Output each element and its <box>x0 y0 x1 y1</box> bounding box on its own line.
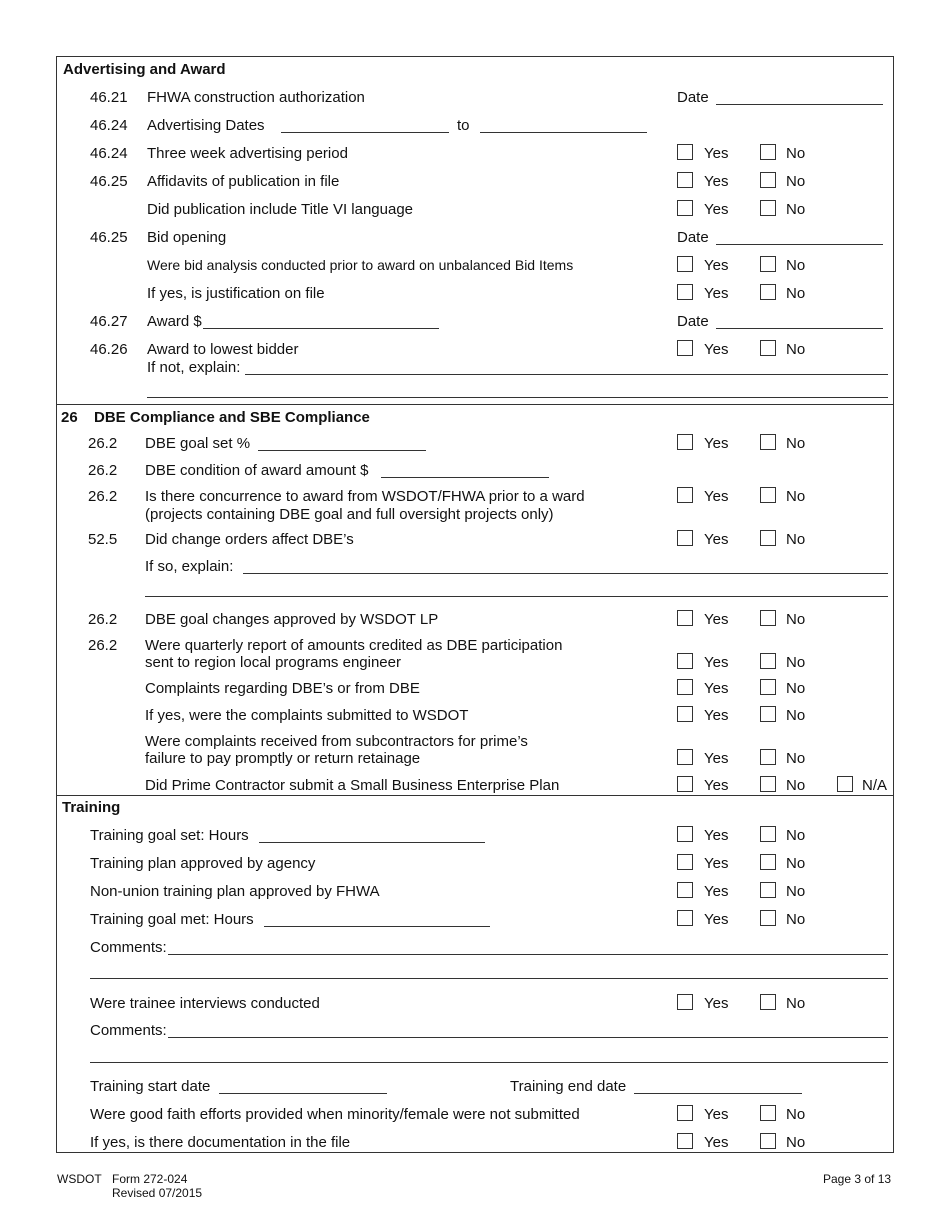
yes-label: Yes <box>704 1134 729 1151</box>
comments-field-line-2[interactable] <box>90 978 888 979</box>
yes-label: Yes <box>704 680 729 697</box>
no-label: No <box>786 883 806 900</box>
yes-label: Yes <box>704 435 729 452</box>
item-label: Advertising Dates <box>147 117 265 134</box>
item-label: FHWA construction authorization <box>147 89 365 106</box>
date-label: Date <box>677 89 709 106</box>
no-checkbox[interactable] <box>760 200 776 216</box>
no-label: No <box>786 285 806 302</box>
yes-label: Yes <box>704 201 729 218</box>
yes-checkbox[interactable] <box>677 910 693 926</box>
item-label: Did Prime Contractor submit a Small Business Enterprise Plan <box>145 777 560 794</box>
yes-checkbox[interactable] <box>677 679 693 695</box>
yes-checkbox[interactable] <box>677 653 693 669</box>
no-checkbox[interactable] <box>760 706 776 722</box>
no-checkbox[interactable] <box>760 1105 776 1121</box>
na-label: N/A <box>862 777 888 794</box>
dbe-award-amount-field[interactable] <box>381 477 549 478</box>
item-label: DBE goal changes approved by WSDOT LP <box>145 611 439 628</box>
no-label: No <box>786 1134 806 1151</box>
yes-checkbox[interactable] <box>677 882 693 898</box>
no-label: No <box>786 531 806 548</box>
item-number: 52.5 <box>88 531 118 548</box>
authorization-date-field[interactable] <box>716 104 883 105</box>
item-label: If yes, is there documentation in the file <box>90 1134 351 1151</box>
explain-label: If so, explain: <box>145 558 234 575</box>
comments-field-line[interactable] <box>168 954 888 955</box>
no-checkbox[interactable] <box>760 910 776 926</box>
item-label: Complaints regarding DBE’s or from DBE <box>145 680 420 697</box>
yes-checkbox[interactable] <box>677 994 693 1010</box>
yes-checkbox[interactable] <box>677 340 693 356</box>
item-label: If yes, were the complaints submitted to WSDOT <box>145 707 469 724</box>
yes-checkbox[interactable] <box>677 610 693 626</box>
item-number: 46.21 <box>90 89 128 106</box>
item-label: Affidavits of publication in file <box>147 173 340 190</box>
date-label: Date <box>677 229 709 246</box>
advertising-end-field[interactable] <box>480 132 647 133</box>
item-label: Did publication include Title VI language <box>147 201 414 218</box>
no-checkbox[interactable] <box>760 610 776 626</box>
section-heading-advertising: Advertising and Award <box>63 61 226 78</box>
training-goal-met-hours-field[interactable] <box>264 926 490 927</box>
item-label: DBE condition of award amount $ <box>145 462 369 479</box>
no-label: No <box>786 145 806 162</box>
section-number: 26 <box>61 409 78 426</box>
yes-label: Yes <box>704 827 729 844</box>
item-number: 46.25 <box>90 229 128 246</box>
item-label-line2: (projects containing DBE goal and full oversight projects only) <box>145 506 554 523</box>
item-label-line1: Were complaints received from subcontractors for prime’s <box>145 733 528 750</box>
training-goal-hours-field[interactable] <box>259 842 485 843</box>
item-label-line2: sent to region local programs engineer <box>145 654 401 671</box>
item-label: Three week advertising period <box>147 145 348 162</box>
item-label-line1: Is there concurrence to award from WSDOT/FHWA prior to a ward <box>145 488 585 505</box>
yes-checkbox[interactable] <box>677 144 693 160</box>
item-label: Were bid analysis conducted prior to award on unbalanced Bid Items <box>147 257 574 273</box>
yes-label: Yes <box>704 995 729 1012</box>
no-checkbox[interactable] <box>760 144 776 160</box>
item-label: Award to lowest bidder <box>147 341 299 358</box>
form-frame <box>56 56 894 1153</box>
yes-checkbox[interactable] <box>677 706 693 722</box>
yes-checkbox[interactable] <box>677 826 693 842</box>
award-amount-field[interactable] <box>203 328 439 329</box>
no-checkbox[interactable] <box>760 256 776 272</box>
no-checkbox[interactable] <box>760 172 776 188</box>
item-label-line2: failure to pay promptly or return retainage <box>145 750 421 767</box>
no-checkbox[interactable] <box>760 434 776 450</box>
no-label: No <box>786 707 806 724</box>
no-checkbox[interactable] <box>760 882 776 898</box>
yes-label: Yes <box>704 285 729 302</box>
no-label: No <box>786 911 806 928</box>
no-checkbox[interactable] <box>760 530 776 546</box>
yes-checkbox[interactable] <box>677 1105 693 1121</box>
item-number: 46.25 <box>90 173 128 190</box>
yes-checkbox[interactable] <box>677 530 693 546</box>
bid-opening-date-field[interactable] <box>716 244 883 245</box>
no-checkbox[interactable] <box>760 679 776 695</box>
no-label: No <box>786 750 806 767</box>
item-label: Were good faith efforts provided when minority/female were not submitted <box>90 1106 580 1123</box>
item-number: 46.24 <box>90 145 128 162</box>
no-checkbox[interactable] <box>760 284 776 300</box>
comments-label: Comments: <box>90 939 167 956</box>
no-label: No <box>786 341 806 358</box>
explain-label: If not, explain: <box>147 359 241 376</box>
yes-label: Yes <box>704 1106 729 1123</box>
yes-label: Yes <box>704 145 729 162</box>
no-label: No <box>786 435 806 452</box>
yes-checkbox[interactable] <box>677 749 693 765</box>
yes-label: Yes <box>704 611 729 628</box>
comments-field-line[interactable] <box>168 1037 888 1038</box>
yes-checkbox[interactable] <box>677 487 693 503</box>
no-label: No <box>786 488 806 505</box>
yes-label: Yes <box>704 341 729 358</box>
section-divider <box>56 404 894 405</box>
no-checkbox[interactable] <box>760 1133 776 1149</box>
no-label: No <box>786 173 806 190</box>
yes-checkbox[interactable] <box>677 284 693 300</box>
yes-checkbox[interactable] <box>677 1133 693 1149</box>
training-start-label: Training start date <box>90 1078 211 1095</box>
item-number: 46.24 <box>90 117 128 134</box>
training-start-date-field[interactable] <box>219 1093 387 1094</box>
no-label: No <box>786 1106 806 1123</box>
item-number: 46.27 <box>90 313 128 330</box>
dbe-goal-field[interactable] <box>258 450 426 451</box>
yes-label: Yes <box>704 488 729 505</box>
comments-field-line-2[interactable] <box>90 1062 888 1063</box>
item-label: Training goal met: Hours <box>90 911 254 928</box>
yes-label: Yes <box>704 777 729 794</box>
item-label: Were trainee interviews conducted <box>90 995 320 1012</box>
yes-checkbox[interactable] <box>677 776 693 792</box>
item-number: 26.2 <box>88 435 118 452</box>
explain-field-line[interactable] <box>243 573 888 574</box>
no-checkbox[interactable] <box>760 340 776 356</box>
yes-checkbox[interactable] <box>677 434 693 450</box>
item-number: 26.2 <box>88 611 118 628</box>
no-checkbox[interactable] <box>760 487 776 503</box>
item-number: 26.2 <box>88 462 118 479</box>
item-label: Bid opening <box>147 229 227 246</box>
item-label: Training goal set: Hours <box>90 827 249 844</box>
item-number: 26.2 <box>88 637 118 654</box>
no-label: No <box>786 855 806 872</box>
footer-revised: Revised 07/2015 <box>112 1186 203 1200</box>
yes-checkbox[interactable] <box>677 854 693 870</box>
yes-label: Yes <box>704 257 729 274</box>
no-checkbox[interactable] <box>760 826 776 842</box>
section-heading-training: Training <box>62 799 121 816</box>
yes-label: Yes <box>704 855 729 872</box>
no-checkbox[interactable] <box>760 749 776 765</box>
page-number: Page 3 of 13 <box>823 1172 892 1186</box>
to-label: to <box>457 117 470 134</box>
explain-field-line-2[interactable] <box>147 397 888 398</box>
section-divider <box>56 795 894 796</box>
item-label-line1: Were quarterly report of amounts credited as DBE participation <box>145 637 563 654</box>
date-label: Date <box>677 313 709 330</box>
section-heading-dbe: DBE Compliance and SBE Compliance <box>94 409 370 426</box>
training-end-date-field[interactable] <box>634 1093 802 1094</box>
comments-label: Comments: <box>90 1022 167 1039</box>
training-end-label: Training end date <box>510 1078 627 1095</box>
explain-field-line[interactable] <box>245 374 888 375</box>
yes-checkbox[interactable] <box>677 172 693 188</box>
yes-label: Yes <box>704 883 729 900</box>
yes-label: Yes <box>704 750 729 767</box>
footer-agency: WSDOT <box>57 1172 102 1186</box>
yes-label: Yes <box>704 911 729 928</box>
yes-label: Yes <box>704 654 729 671</box>
no-label: No <box>786 257 806 274</box>
no-label: No <box>786 827 806 844</box>
yes-label: Yes <box>704 531 729 548</box>
item-number: 46.26 <box>90 341 128 358</box>
explain-field-line-2[interactable] <box>145 596 888 597</box>
footer-form-number: Form 272-024 <box>112 1172 188 1186</box>
item-number: 26.2 <box>88 488 118 505</box>
no-label: No <box>786 995 806 1012</box>
item-label: Training plan approved by agency <box>90 855 316 872</box>
award-date-field[interactable] <box>716 328 883 329</box>
no-label: No <box>786 654 806 671</box>
yes-label: Yes <box>704 173 729 190</box>
item-label: If yes, is justification on file <box>147 285 325 302</box>
no-checkbox[interactable] <box>760 994 776 1010</box>
item-label: DBE goal set % <box>145 435 251 452</box>
yes-label: Yes <box>704 707 729 724</box>
item-label: Did change orders affect DBE’s <box>145 531 354 548</box>
no-checkbox[interactable] <box>760 854 776 870</box>
no-label: No <box>786 680 806 697</box>
item-label: Award $ <box>147 313 202 330</box>
advertising-start-field[interactable] <box>281 132 449 133</box>
yes-checkbox[interactable] <box>677 256 693 272</box>
no-checkbox[interactable] <box>760 653 776 669</box>
item-label: Non-union training plan approved by FHWA <box>90 883 380 900</box>
no-label: No <box>786 777 806 794</box>
no-label: No <box>786 611 806 628</box>
no-label: No <box>786 201 806 218</box>
na-checkbox[interactable] <box>837 776 853 792</box>
yes-checkbox[interactable] <box>677 200 693 216</box>
no-checkbox[interactable] <box>760 776 776 792</box>
